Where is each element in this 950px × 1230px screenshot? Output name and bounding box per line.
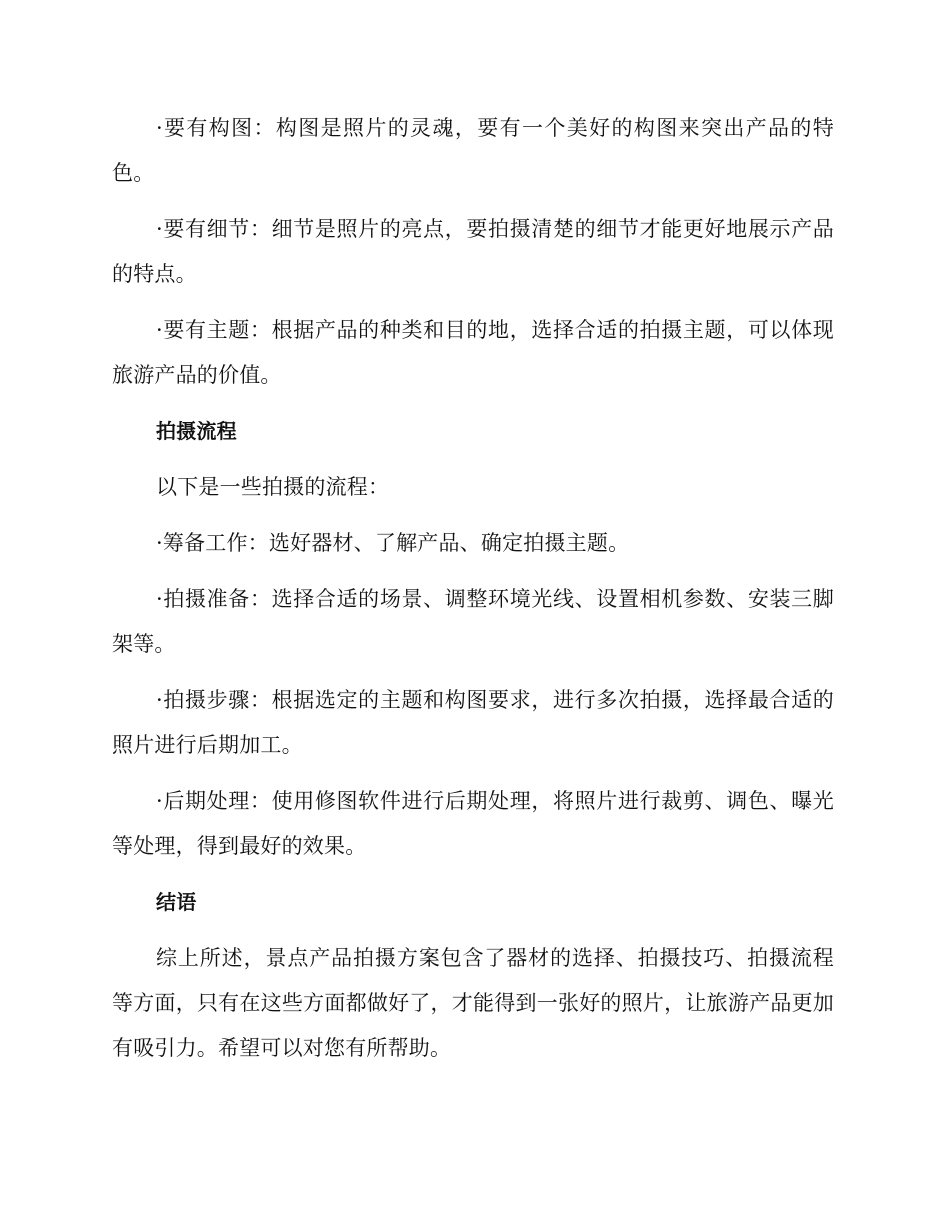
bullet-theme: ·要有主题：根据产品的种类和目的地，选择合适的拍摄主题，可以体现旅游产品的价值。 [112, 318, 834, 387]
bullet-details: ·要有细节：细节是照片的亮点，要拍摄清楚的细节才能更好地展示产品的特点。 [112, 217, 834, 286]
document-body [112, 106, 834, 1082]
bullet-preparation-work: ·筹备工作：选好器材、了解产品、确定拍摄主题。 [156, 531, 630, 555]
section-heading-conclusion: 结语 [156, 890, 197, 914]
process-intro: 以下是一些拍摄的流程： [156, 475, 390, 499]
bullet-shooting-preparation: ·拍摄准备：选择合适的场景、调整环境光线、设置相机参数、安装三脚架等。 [112, 587, 834, 656]
bullet-composition: ·要有构图：构图是照片的灵魂，要有一个美好的构图来突出产品的特色。 [112, 116, 834, 185]
section-heading-shooting-process: 拍摄流程 [156, 419, 237, 443]
bullet-shooting-steps: ·拍摄步骤：根据选定的主题和构图要求，进行多次拍摄，选择最合适的照片进行后期加工。 [112, 688, 834, 757]
conclusion-paragraph: 综上所述，景点产品拍摄方案包含了器材的选择、拍摄技巧、拍摄流程等方面，只有在这些方面都做好了，才能得到一张好的照片，让旅游产品更加有吸引力。希望可以对您有所帮助。 [112, 946, 834, 1060]
bullet-post-processing: ·后期处理：使用修图软件进行后期处理，将照片进行裁剪、调色、曝光等处理，得到最好的效果。 [112, 789, 834, 858]
